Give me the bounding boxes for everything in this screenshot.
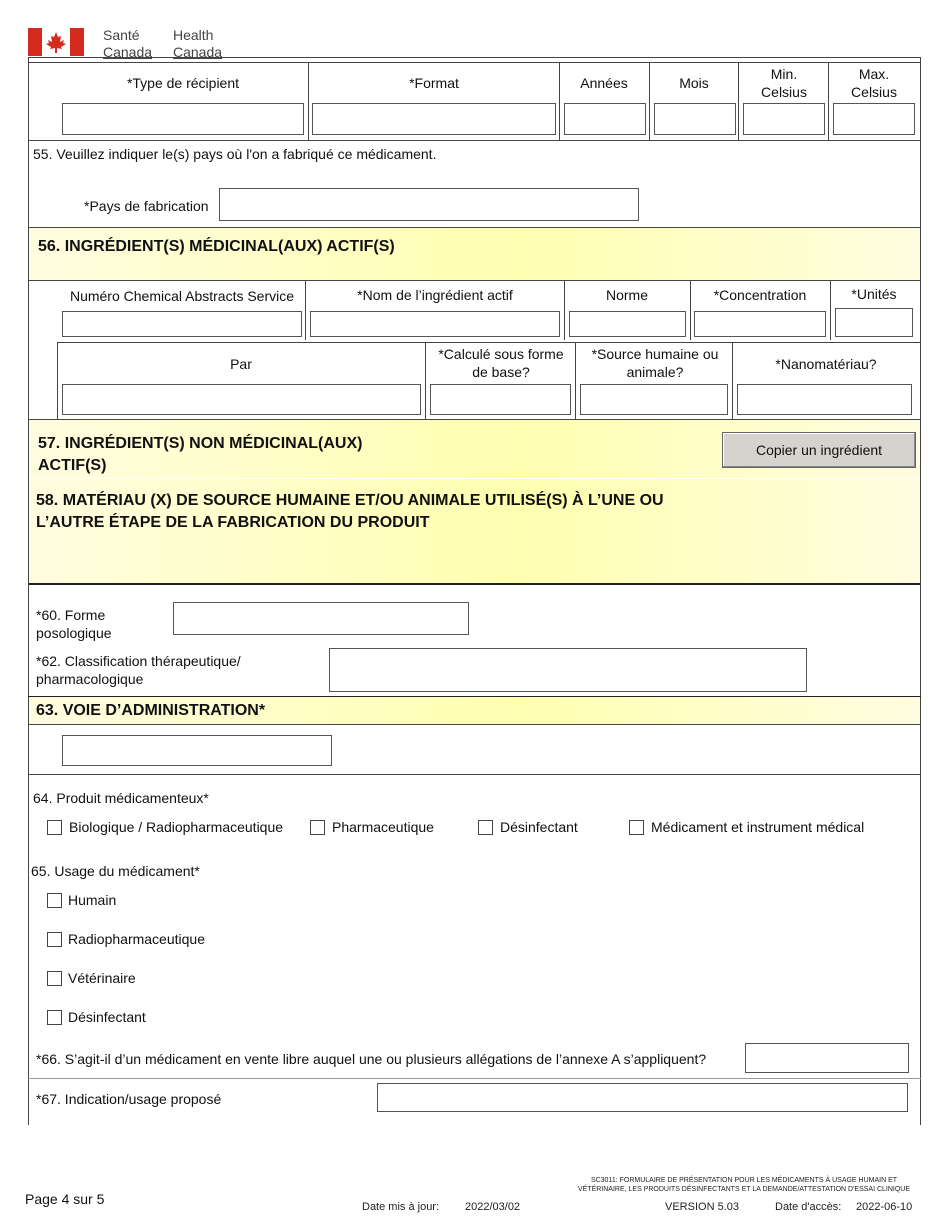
- header-canada-en: Canada: [173, 44, 223, 60]
- col-per: Par: [230, 356, 252, 372]
- months-input[interactable]: [654, 103, 736, 135]
- radiopharmaceutical-option-label: Radiopharmaceutique: [68, 931, 205, 947]
- updated-value: 2022/03/02: [465, 1201, 521, 1213]
- col-min-celsius: Min. Celsius: [761, 66, 807, 100]
- disinfectant-use-option-label: Désinfectant: [68, 1009, 146, 1025]
- container-type-input[interactable]: [62, 103, 304, 135]
- route-input[interactable]: [62, 735, 332, 766]
- col-max-celsius: Max. Celsius: [851, 66, 897, 100]
- cas-number-input[interactable]: [62, 311, 302, 337]
- indication-input[interactable]: [377, 1083, 908, 1112]
- human-option-label: Humain: [68, 892, 117, 908]
- biologic-checkbox[interactable]: [47, 820, 62, 835]
- drug-device-checkbox[interactable]: [629, 820, 644, 835]
- drug-device-option-label: Médicament et instrument médical: [651, 819, 865, 835]
- updated-label: Date mis à jour:: [362, 1201, 440, 1213]
- calc-base-input[interactable]: [430, 384, 571, 415]
- drug-product-label: 64. Produit médicamenteux*: [33, 790, 209, 806]
- access-value: 2022-06-10: [856, 1201, 913, 1213]
- radiopharmaceutical-checkbox[interactable]: [47, 932, 62, 947]
- human-checkbox[interactable]: [47, 893, 62, 908]
- page-number: Page 4 sur 5: [25, 1191, 105, 1207]
- pharmaceutical-option-label: Pharmaceutique: [332, 819, 434, 835]
- canada-flag-icon: [28, 28, 84, 56]
- col-source: *Source humaine ou animale?: [591, 346, 719, 380]
- pharmaceutical-checkbox[interactable]: [310, 820, 325, 835]
- veterinary-checkbox[interactable]: [47, 971, 62, 986]
- col-months: Mois: [679, 75, 709, 91]
- drug-use-label: 65. Usage du médicament*: [31, 863, 200, 879]
- col-standard: Norme: [605, 287, 648, 303]
- form-title: SC3011: FORMULAIRE DE PRÉSENTATION POUR LES MÉDICAMENTS À USAGE HUMAIN ET VÉTÉRINAIRE, LES PRODUITS DÉSINFECTANTS ET LA DEMANDE/ATTESTATION D'ESSAI CLINIQUE: [577, 1177, 911, 1193]
- disinfectant-use-checkbox[interactable]: [47, 1010, 62, 1025]
- source-input[interactable]: [580, 384, 728, 415]
- otc-annex-label: *66. S’agit-il d’un médicament en vente libre auquel une ou plusieurs allégations de l’annexe A s’appliquent?: [36, 1051, 707, 1067]
- header-canada-fr: Canada: [103, 44, 153, 60]
- col-concentration: *Concentration: [713, 287, 807, 303]
- years-input[interactable]: [564, 103, 646, 135]
- therapeutic-class-label: *62. Classification thérapeutique/ pharmacologique: [36, 653, 241, 687]
- section-63-title: 63. VOIE D’ADMINISTRATION*: [36, 702, 266, 719]
- biologic-option-label: Biologique / Radiopharmaceutique: [69, 819, 284, 835]
- col-calc-base: *Calculé sous forme de base?: [438, 346, 564, 380]
- max-celsius-input[interactable]: [833, 103, 915, 135]
- header-sante: Santé: [103, 27, 140, 43]
- dosage-form-label: *60. Forme posologique: [36, 607, 112, 641]
- format-input[interactable]: [312, 103, 556, 135]
- col-nanomaterial: *Nanomatériau?: [775, 356, 877, 372]
- disinfectant-checkbox[interactable]: [478, 820, 493, 835]
- section-56-title: 56. INGRÉDIENT(S) MÉDICINAL(AUX) ACTIF(S): [38, 238, 395, 255]
- therapeutic-class-input[interactable]: [329, 648, 807, 692]
- units-input[interactable]: [835, 308, 913, 337]
- min-celsius-input[interactable]: [743, 103, 825, 135]
- copy-ingredient-button[interactable]: Copier un ingrédient: [722, 432, 916, 468]
- disinfectant-option-label: Désinfectant: [500, 819, 578, 835]
- concentration-input[interactable]: [694, 311, 826, 337]
- active-name-input[interactable]: [310, 311, 560, 337]
- standard-input[interactable]: [569, 311, 686, 337]
- q55-text: 55. Veuillez indiquer le(s) pays où l'on a fabriqué ce médicament.: [33, 146, 437, 162]
- version: VERSION 5.03: [665, 1201, 739, 1213]
- col-units: *Unités: [851, 286, 897, 302]
- country-input[interactable]: [219, 188, 639, 221]
- per-input[interactable]: [62, 384, 421, 415]
- access-label: Date d'accès:: [775, 1201, 842, 1213]
- otc-annex-input[interactable]: [745, 1043, 909, 1073]
- veterinary-option-label: Vétérinaire: [68, 970, 136, 986]
- col-format: *Format: [409, 75, 459, 91]
- col-container-type: *Type de récipient: [126, 75, 240, 91]
- dosage-form-input[interactable]: [173, 602, 469, 635]
- section-57-title: 57. INGRÉDIENT(S) NON MÉDICINAL(AUX) ACTIF(S): [38, 435, 363, 474]
- col-cas-number: Numéro Chemical Abstracts Service: [69, 288, 295, 304]
- col-years: Années: [580, 75, 628, 91]
- header-health: Health: [173, 27, 214, 43]
- indication-label: *67. Indication/usage proposé: [36, 1091, 222, 1107]
- nanomaterial-input[interactable]: [737, 384, 912, 415]
- section-58-title: 58. MATÉRIAU (X) DE SOURCE HUMAINE ET/OU ANIMALE UTILISÉ(S) À L’UNE OU L’AUTRE ÉTAPE DE LA FABRICATION DU PRODUIT: [36, 492, 664, 531]
- country-label: *Pays de fabrication: [84, 198, 209, 214]
- col-active-name: *Nom de l’ingrédient actif: [357, 287, 513, 303]
